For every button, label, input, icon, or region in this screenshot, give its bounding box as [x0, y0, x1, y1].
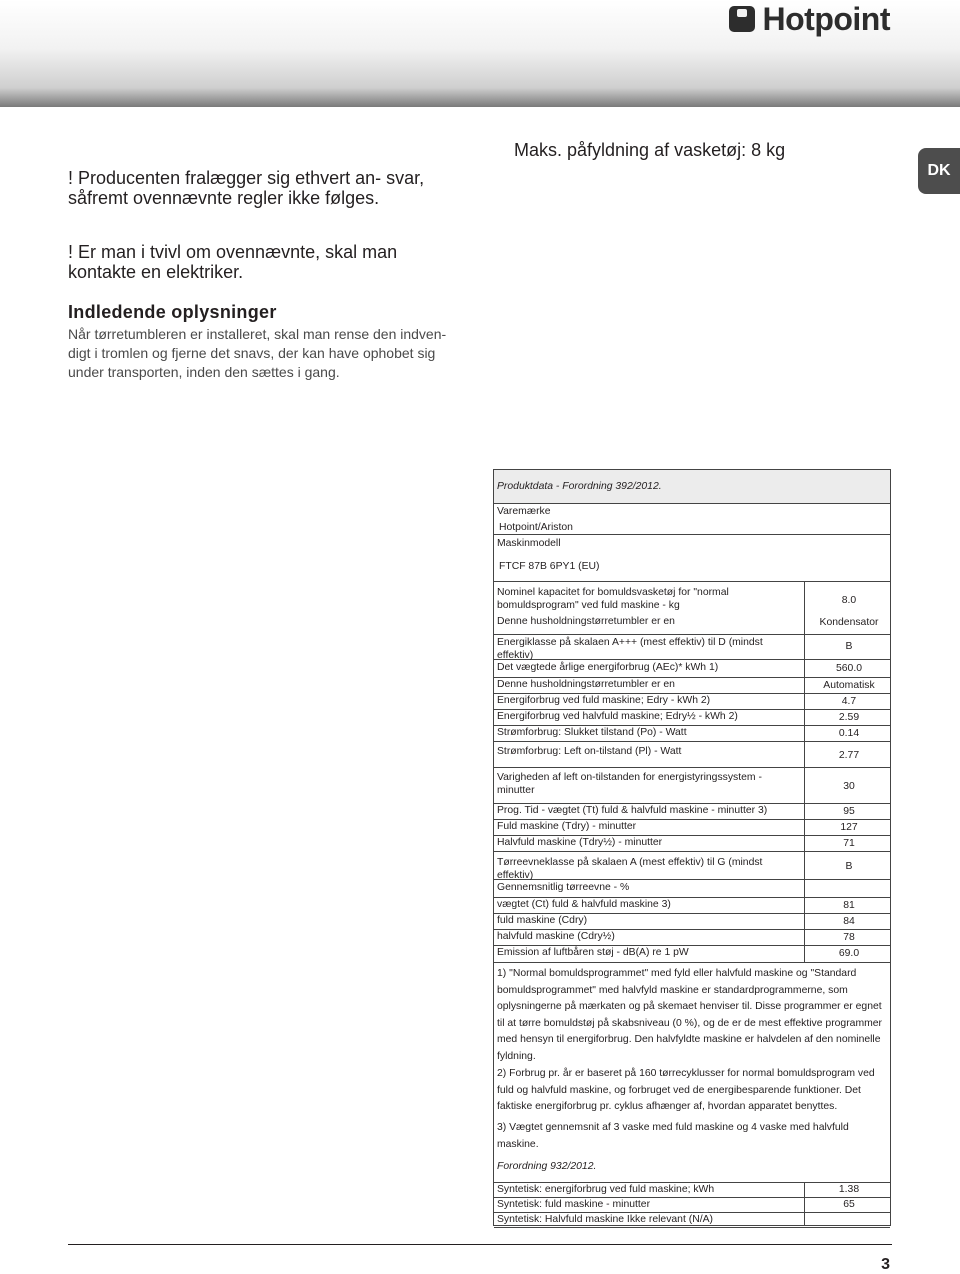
divider — [494, 503, 890, 504]
spec-label: Denne husholdningstørretumbler er en — [497, 616, 675, 627]
spec-label: Prog. Tid - vægtet (Tt) fuld & halvfuld maskine - minutter 3) — [497, 805, 768, 816]
spec-value: 2.77 — [838, 750, 860, 761]
warning-text-2: ! Er man i tvivl om ovennævnte, skal man kontakte en elektriker. — [68, 242, 398, 282]
spec-row — [494, 678, 890, 694]
divider — [494, 962, 890, 963]
synthetic-label: Syntetisk: Halvfuld maskine Ikke relevant (N/A) — [497, 1214, 713, 1225]
column-divider — [804, 1182, 805, 1226]
product-data-table: Produktdata - Forordning 392/2012. Varemærke Hotpoint/Ariston Maskinmodell FTCF 87B 6PY1 (EU) Nominel kapacitet for bomuldsvasketøj for "normal bomuldsprogram" ved fuld maskine - kg 8.0 Denne husholdningstørretumbler er en Kondensator Energiklasse på skalaen A+++ (mest effektiv) til D (mindst effektiv) B Det vægtede årlige energiforbrug (AEc)* kWh 1) 560.0 Denne husholdningstørretumbler er en Automatisk Energiforbrug ved fuld maskine; Edry - kWh 2) 4.7 Energiforbrug ved halvfuld maskine; Edry½ - kWh 2) 2.59 Strømforbrug: Slukket tilstand (Po) - Watt 0.14 Strømforbrug: Left on-tilstand (Pl) - Watt 2.77 Varigheden af left on-tilstanden for energistyringssystem - minutter 30 Prog. Tid - vægtet (Tt) fuld & halvfuld maskine - minutter 3) 95 Fuld maskine (Tdry) - minutter 127 Halvfuld maskine (Tdry½) - minutter 71 Tørreevneklasse på skalaen A (mest effektiv) til G (mindst effektiv) B Gennemsnitlig tørreevne - % vægtet (Ct) fuld & halvfuld maskine 3) 81 fuld maskine (Cdry) 84 halvfuld maskine (Cdry½) 78 Emission af luftbåren støj - dB(A) re 1 pW 69.0 1) "Normal bomuldsprogrammet" med fyld eller halvfuld maskine og "Standard bomuldsprogrammet" med halvfyld maskine er standardprogrammerne, som oplysningerne på mærkaten og på skemaet henviser til. Disse programmer er egnet til at tørre bomuldstøj på skabsniveau (0 %), og de er de mest effektive programmer med hensyn til energiforbrug. Den halvfyldte maskine er halvdelen af den nominelle fyldning. 2) Forbrug pr. år er baseret på 160 tørrecyklusser for normal bomuldsprogram ved fuld og halvfuld maskine, og forbruget ved de energibesparende funktioner. Det faktiske energiforbrug pr. cyklus afhænger af, hvordan apparatet benyttes. 3) Vægtet gennemsnit af 3 vaske med fuld maskine og 4 vaske med halvfuld maskine. Forordning 932/2012. Syntetisk: energiforbrug ved fuld maskine; kWh 1.38 Syntetisk: fuld maskine - minutter 65 Syntetisk: Halvfuld maskine Ikke relevant (N/A) — [493, 469, 891, 1226]
language-tab: DK — [918, 148, 960, 194]
spec-row — [494, 710, 890, 726]
spec-row — [494, 820, 890, 836]
spec-row — [494, 586, 890, 616]
spec-label: vægtet (Ct) fuld & halvfuld maskine 3) — [497, 899, 671, 910]
spec-label: Strømforbrug: Slukket tilstand (Po) - Watt — [497, 727, 687, 738]
spec-row — [494, 930, 890, 946]
spec-row — [494, 661, 890, 677]
footer-rule — [68, 1244, 892, 1245]
spec-value: 127 — [840, 822, 858, 833]
spec-row — [494, 836, 890, 852]
spec-row — [494, 694, 890, 710]
spec-label: Fuld maskine (Tdry) - minutter — [497, 821, 637, 832]
hotpoint-logo-icon — [729, 6, 755, 32]
spec-label: Halvfuld maskine (Tdry½) - minutter — [497, 837, 663, 848]
spec-label: Det vægtede årlige energiforbrug (AEc)* kWh 1) — [497, 662, 719, 673]
spec-value: 69.0 — [838, 948, 860, 959]
regulation-2-heading: Forordning 932/2012. — [497, 1161, 597, 1172]
note-2: 2) Forbrug pr. år er baseret på 160 tørrecyklusser for normal bomuldsprogram ved fuld og halvfuld maskine, og forbruget ved de energibesparende funktioner. Det faktiske energiforbrug pr. cyklus afhænger af, hvordan apparatet benyttes. — [497, 1068, 875, 1112]
spec-label: halvfuld maskine (Cdry½) — [497, 931, 615, 942]
spec-value: 95 — [843, 806, 855, 817]
spec-label: Gennemsnitlig tørreevne - % — [497, 882, 630, 893]
spec-label: Varigheden af left on-tilstanden for energistyringssystem - minutter — [497, 772, 762, 796]
spec-value: 2.59 — [838, 712, 860, 723]
spec-label: Strømforbrug: Left on-tilstand (Pl) - Watt — [497, 746, 682, 757]
spec-row — [494, 615, 890, 631]
spec-label: Energiforbrug ved fuld maskine; Edry - kWh 2) — [497, 695, 711, 706]
synthetic-row — [494, 1183, 890, 1197]
synthetic-label: Syntetisk: fuld maskine - minutter — [497, 1199, 651, 1210]
spec-row — [494, 856, 890, 881]
brand-logo — [729, 0, 891, 38]
spec-value: 71 — [843, 838, 855, 849]
spec-label: Energiforbrug ved halvfuld maskine; Edry½ - kWh 2) — [497, 711, 738, 722]
spec-label: Energiklasse på skalaen A+++ (mest effektiv) til D (mindst effektiv) — [497, 637, 763, 661]
spec-value: 4.7 — [841, 696, 857, 707]
spec-value: 0.14 — [838, 728, 860, 739]
synthetic-row — [494, 1213, 890, 1227]
max-load-heading: Maks. påfyldning af vasketøj: 8 kg — [514, 140, 786, 160]
synthetic-value: 65 — [843, 1199, 855, 1210]
page-number: 3 — [881, 1256, 890, 1273]
spec-value: 560.0 — [835, 663, 862, 674]
spec-value: B — [845, 641, 853, 652]
note-1: 1) "Normal bomuldsprogrammet" med fyld eller halvfuld maskine og "Standard bomuldsprogrammet" med halvfyld maskine er standardprogrammerne, som oplysningerne på mærkaten og på skemaet henviser til. Disse programmer er egnet til at tørre bomuldstøj på skabsniveau (0 %), og de er de mest effektive programmer med hensyn til energiforbrug. Den halvfyldte maskine er halvdelen af den nominelle fyldning. — [497, 968, 883, 1062]
spec-row — [494, 898, 890, 914]
spec-value: 78 — [843, 932, 855, 943]
spec-value: 8.0 — [841, 595, 857, 606]
spec-row — [494, 745, 890, 767]
intro-title: Indledende oplysninger — [68, 302, 277, 322]
spec-value: B — [845, 861, 853, 872]
spec-value: 81 — [843, 900, 855, 911]
synthetic-value: 1.38 — [838, 1184, 860, 1195]
spec-row — [494, 946, 890, 962]
spec-value: 84 — [843, 916, 855, 927]
spec-value: Kondensator — [819, 617, 879, 628]
intro-body: Når tørretumbleren er installeret, skal man rense den indven- digt i tromlen og fjerne det snavs, der kan have ophobet sig under transporten, inden den sættes i gang. — [68, 326, 447, 380]
synthetic-row — [494, 1198, 890, 1212]
spec-label: Nominel kapacitet for bomuldsvasketøj for "normal bomuldsprogram" ved fuld maskine - kg — [497, 587, 729, 611]
spec-label: Emission af luftbåren støj - dB(A) re 1 pW — [497, 947, 689, 958]
spec-value: Automatisk — [823, 680, 875, 691]
brand-name: Hotpoint — [762, 0, 890, 37]
spec-row — [494, 804, 890, 820]
spec-row — [494, 771, 890, 803]
spec-label: Denne husholdningstørretumbler er en — [497, 679, 675, 690]
divider — [494, 534, 890, 535]
spec-label: fuld maskine (Cdry) — [497, 915, 588, 926]
spec-label: Tørreevneklasse på skalaen A (mest effektiv) til G (mindst effektiv) — [497, 857, 763, 881]
spec-row — [494, 914, 890, 930]
divider — [494, 767, 890, 768]
spec-row — [494, 881, 890, 897]
divider — [494, 634, 890, 635]
warning-text-1: ! Producenten fralægger sig ethvert an- svar, såfremt ovennævnte regler ikke følges. — [68, 168, 425, 208]
spec-row — [494, 636, 890, 661]
note-3: 3) Vægtet gennemsnit af 3 vaske med fuld maskine og 4 vaske med halvfuld maskine. — [497, 1122, 849, 1150]
synthetic-label: Syntetisk: energiforbrug ved fuld maskine; kWh — [497, 1184, 715, 1195]
divider — [494, 1227, 890, 1228]
divider — [494, 581, 890, 582]
spec-value: 30 — [843, 781, 855, 792]
spec-row — [494, 726, 890, 742]
